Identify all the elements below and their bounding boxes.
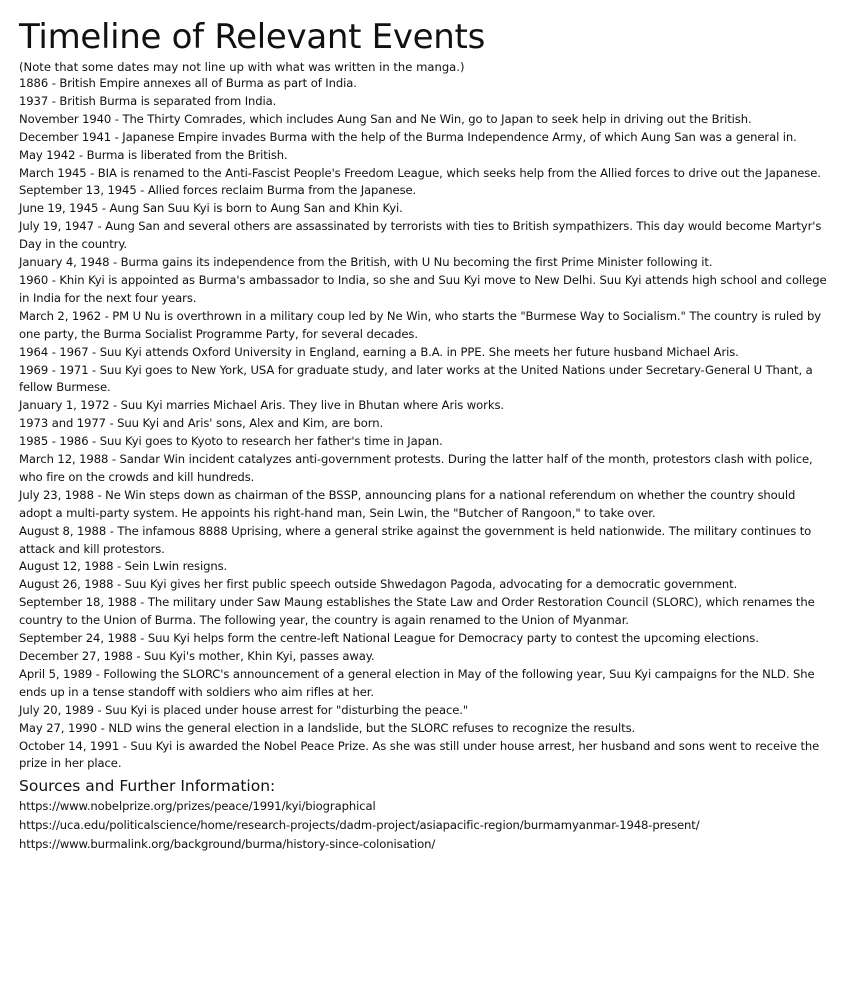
timeline-event: June 19, 1945 - Aung San Suu Kyi is born to Aung San and Khin Kyi. <box>19 201 403 216</box>
timeline-event: 1985 - 1986 - Suu Kyi goes to Kyoto to research her father's time in Japan. <box>19 434 443 449</box>
timeline-event: January 4, 1948 - Burma gains its independence from the British, with U Nu becoming the first Prime Minister following it. <box>19 255 713 270</box>
timeline-event: December 1941 - Japanese Empire invades Burma with the help of the Burma Independence Army, of which Aung San was a general in. <box>19 129 797 144</box>
timeline-event: 1886 - British Empire annexes all of Burma as part of India. <box>19 76 357 90</box>
source-link-burmalink[interactable]: https://www.burmalink.org/background/burma/history-since-colonisation/ <box>19 836 436 851</box>
timeline-event: January 1, 1972 - Suu Kyi marries Michael Aris. They live in Bhutan where Aris works. <box>19 398 504 413</box>
timeline-event: November 1940 - The Thirty Comrades, which includes Aung San and Ne Win, go to Japan to seek help in driving out the British. <box>19 111 752 126</box>
sources-heading: Sources and Further Information: <box>19 777 276 796</box>
timeline-event: 1973 and 1977 - Suu Kyi and Aris' sons, Alex and Kim, are born. <box>19 416 384 431</box>
timeline-event: July 19, 1947 - Aung San and several others are assassinated by terrorists with ties to British sympathizers. This day would become Martyr's Day in the country. <box>19 219 822 252</box>
timeline-event: 1960 - Khin Kyi is appointed as Burma's ambassador to India, so she and Suu Kyi move to New Delhi. Suu Kyi attends high school and college in India for the next four years. <box>19 272 827 305</box>
timeline-event: September 24, 1988 - Suu Kyi helps form the centre-left National League for Democracy party to contest the upcoming elections. <box>19 631 759 646</box>
timeline-event: May 1942 - Burma is liberated from the British. <box>19 147 288 162</box>
manga-dates-note: (Note that some dates may not line up with what was written in the manga.) <box>19 60 465 74</box>
timeline-event: August 26, 1988 - Suu Kyi gives her first public speech outside Shwedagon Pagoda, advocating for a democratic government. <box>19 577 738 592</box>
timeline-event: 1937 - British Burma is separated from India. <box>19 93 277 108</box>
timeline-event: December 27, 1988 - Suu Kyi's mother, Khin Kyi, passes away. <box>19 649 375 663</box>
document-page <box>19 18 831 853</box>
timeline-event: 1969 - 1971 - Suu Kyi goes to New York, USA for graduate study, and later works at the United Nations under Secretary-General U Thant, a fellow Burmese. <box>19 362 813 395</box>
timeline-event: March 1945 - BIA is renamed to the Anti-Fascist People's Freedom League, which seeks help from the Allied forces to drive out the Japanese. <box>19 165 821 180</box>
source-link-uca[interactable]: https://uca.edu/politicalscience/home/research-projects/dadm-project/asiapacific-region/burmamyanmar-1948-present/ <box>19 817 700 832</box>
timeline-event: March 2, 1962 - PM U Nu is overthrown in a military coup led by Ne Win, who starts the "Burmese Way to Socialism." The country is ruled by one party, the Burma Socialist Programme Party, for several decades. <box>19 308 821 341</box>
sources-list <box>19 797 831 853</box>
timeline-event: August 12, 1988 - Sein Lwin resigns. <box>19 559 228 574</box>
timeline-event: July 20, 1989 - Suu Kyi is placed under house arrest for "disturbing the peace." <box>19 702 469 717</box>
timeline-event: 1964 - 1967 - Suu Kyi attends Oxford University in England, earning a B.A. in PPE. She meets her future husband Michael Aris. <box>19 344 739 359</box>
timeline-list <box>19 75 831 773</box>
timeline-event: October 14, 1991 - Suu Kyi is awarded the Nobel Peace Prize. As she was still under house arrest, her husband and sons went to receive the prize in her place. <box>19 738 820 771</box>
timeline-event: July 23, 1988 - Ne Win steps down as chairman of the BSSP, announcing plans for a national referendum on whether the country should adopt a multi-party system. He appoints his right-hand man, Sein Lwin, the "Butcher of Rangoon," to take over. <box>19 487 796 520</box>
timeline-event: May 27, 1990 - NLD wins the general election in a landslide, but the SLORC refuses to recognize the results. <box>19 720 636 735</box>
timeline-event: April 5, 1989 - Following the SLORC's announcement of a general election in May of the following year, Suu Kyi campaigns for the NLD. She ends up in a tense standoff with soldiers who aim rifles at her. <box>19 666 815 699</box>
timeline-event: August 8, 1988 - The infamous 8888 Uprising, where a general strike against the government is held nationwide. The military continues to attack and kill protestors. <box>19 523 812 556</box>
source-link-nobelprize[interactable]: https://www.nobelprize.org/prizes/peace/1991/kyi/biographical <box>19 799 376 814</box>
page-title: Timeline of Relevant Events <box>19 17 485 57</box>
timeline-event: March 12, 1988 - Sandar Win incident catalyzes anti-government protests. During the latter half of the month, protestors clash with police, who fire on the crowds and kill hundreds. <box>19 452 813 484</box>
timeline-event: September 18, 1988 - The military under Saw Maung establishes the State Law and Order Restoration Council (SLORC), which renames the country to the Union of Burma. The following year, the country is again renamed to the Union of Myanmar. <box>19 595 815 628</box>
timeline-event: September 13, 1945 - Allied forces reclaim Burma from the Japanese. <box>19 183 417 198</box>
